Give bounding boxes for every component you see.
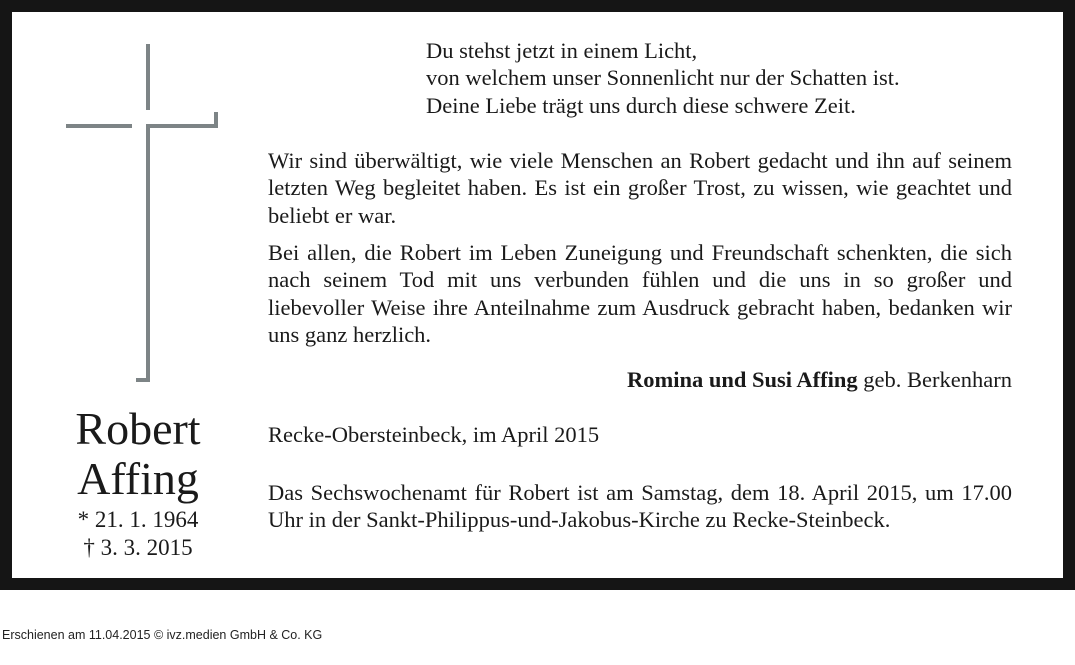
thanks-paragraph-2: Bei allen, die Robert im Leben Zuneigung und Freundschaft schenkten, die sich nach seinem Tod mit uns verbunden fühlen und die uns in so großer und liebevoller Weise ihre Anteilnahme zum Ausdruck gebracht haben, bedanken wir uns ganz herzlich. bbox=[268, 240, 1012, 348]
cross-icon bbox=[66, 44, 222, 384]
last-name: Affing bbox=[77, 453, 199, 504]
deceased-name bbox=[22, 404, 254, 504]
maiden-name: geb. Berkenharn bbox=[863, 367, 1012, 392]
life-dates bbox=[22, 506, 254, 562]
birth-date: * 21. 1. 1964 bbox=[77, 507, 199, 532]
poem-line: von welchem unser Sonnenlicht nur der Schatten ist. bbox=[426, 65, 900, 91]
signature bbox=[268, 366, 1012, 393]
poem bbox=[426, 37, 1046, 119]
obituary-card bbox=[12, 12, 1063, 578]
service-notice: Das Sechswochenamt für Robert ist am Samstag, dem 18. April 2015, um 17.00 Uhr in der Sankt-Philippus-und-Jakobus-Kirche zu Recke-Steinbeck. bbox=[268, 480, 1012, 533]
death-date: † 3. 3. 2015 bbox=[83, 535, 193, 560]
place-date: Recke-Obersteinbeck, im April 2015 bbox=[268, 422, 600, 447]
first-name: Robert bbox=[75, 403, 201, 454]
signature-names: Romina und Susi Affing bbox=[626, 367, 858, 392]
poem-line: Du stehst jetzt in einem Licht, bbox=[426, 38, 698, 63]
poem-line: Deine Liebe trägt uns durch diese schwere Zeit. bbox=[426, 92, 856, 118]
publication-footer: Erschienen am 11.04.2015 © ivz.medien GmbH & Co. KG bbox=[2, 628, 323, 642]
thanks-paragraph-1: Wir sind überwältigt, wie viele Menschen an Robert gedacht und ihn auf seinem letzten Weg begleitet haben. Es ist ein großer Trost, zu wissen, wie geachtet und beliebt er war. bbox=[268, 148, 1012, 228]
